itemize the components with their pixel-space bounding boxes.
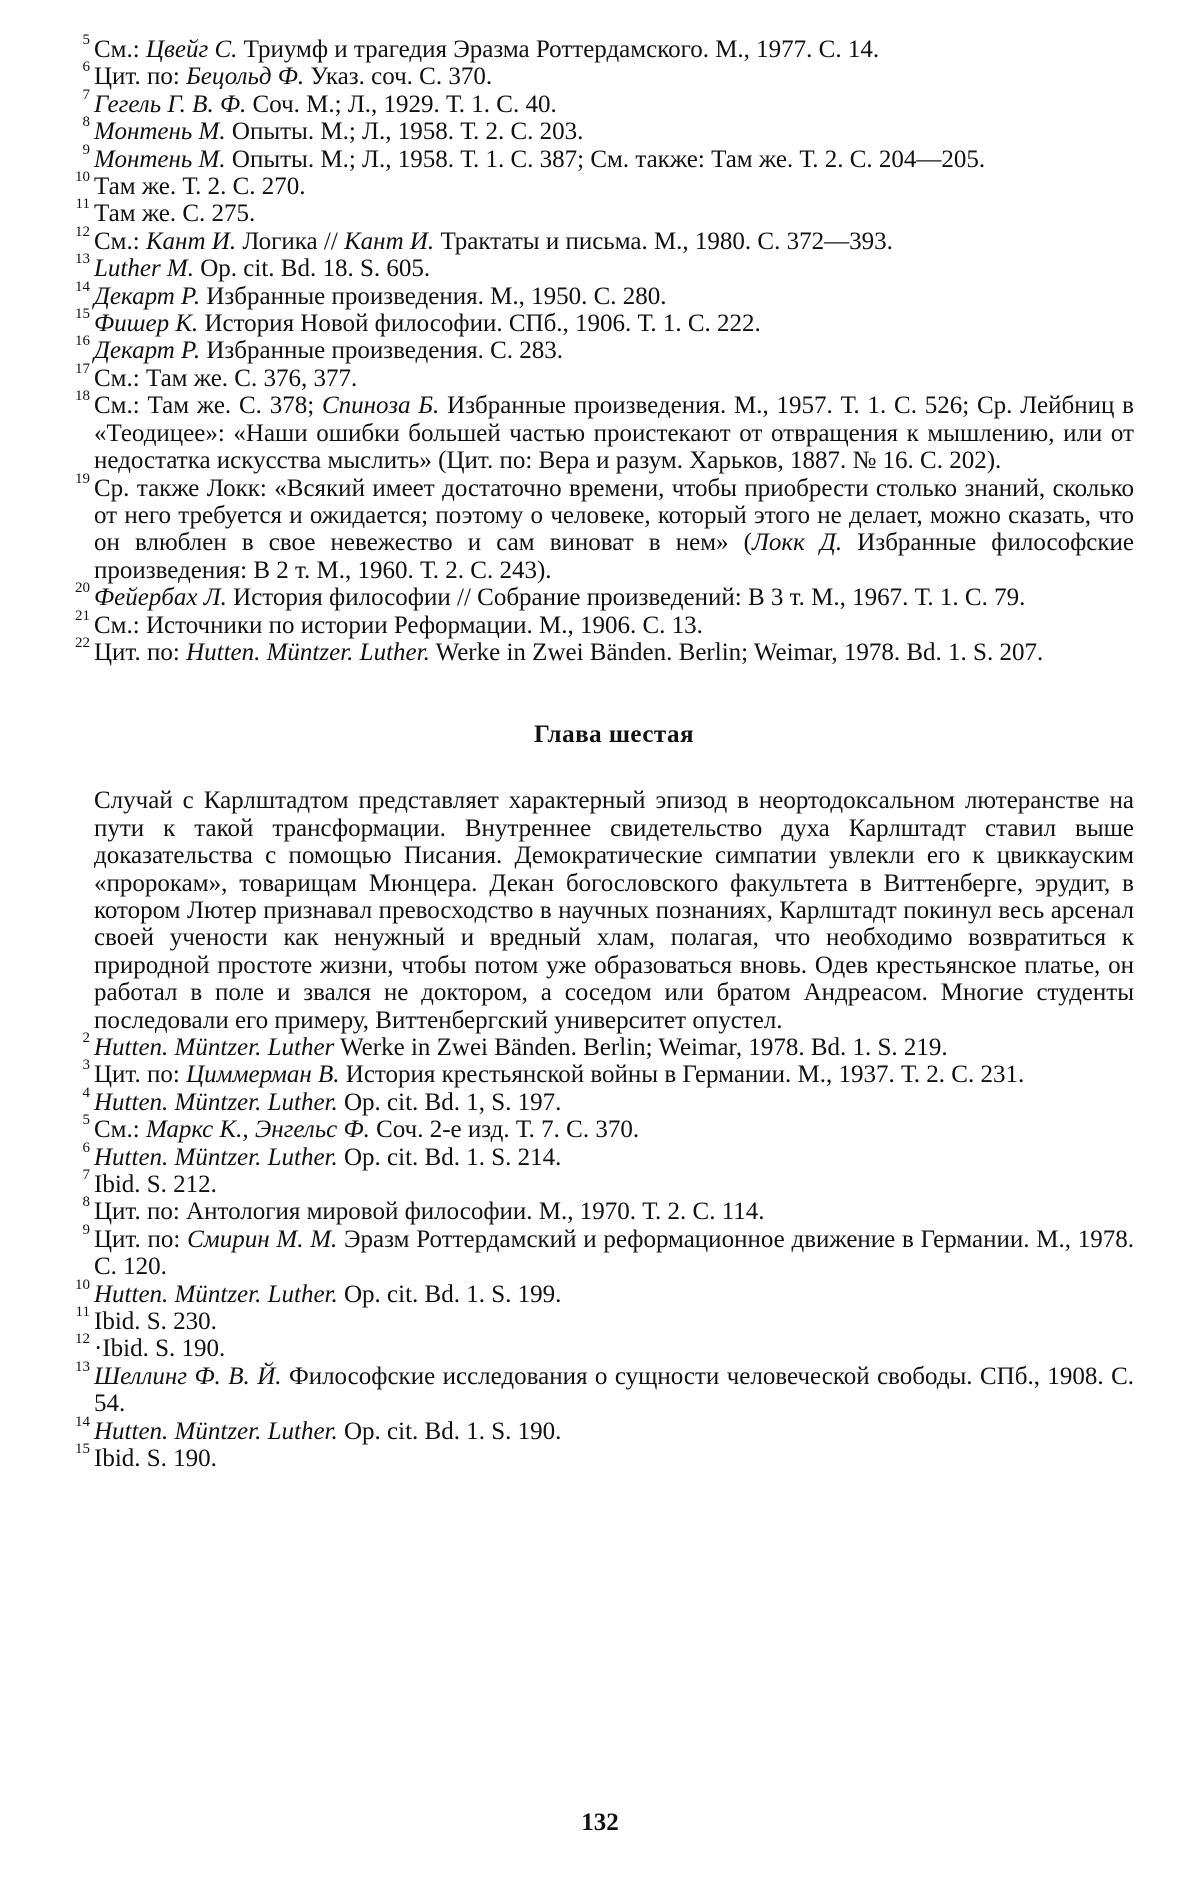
body-paragraph: Случай с Карлштадтом представляет характерный эпизод в неортодоксальном лютеранстве на пути к такой трансформации. Внутреннее свидетельство духа Карлштадт ставил выше доказательства с помощью Писания. Демократические симпатии увлекли его к цвиккауским «пророкам», товарищам Мюнцера. Декан богословского факультета в Виттенберге, эрудит, в котором Лютер признавал превосходство в научных познаниях, Карлштадт покинул весь арсенал своей учености как ненужный и вредный хлам, полагая, что необходимо возвратиться к природной простоте жизни, чтобы потом уже образоваться вновь. Одев крестьянское платье, он работал в поле и звался не доктором, а соседом или братом Андреасом. Многие студенты последовали его примеру, Виттенбергский университет опустел. — [94, 787, 1134, 1034]
footnote — [75, 1358, 1134, 1418]
footnote-number: 11 — [75, 196, 90, 213]
footnote-text: Op. cit. Bd. 18. S. 605. — [194, 255, 431, 283]
footnote-author: Hutten. Müntzer. Luther. — [94, 1417, 338, 1445]
footnote-author: Hutten. Müntzer. Luther. — [94, 1143, 338, 1171]
footnote-number: 12 — [75, 1331, 90, 1348]
footnote-text: Цит. по: — [94, 1225, 188, 1253]
footnote-author: Гегель Г. В. Ф. — [94, 90, 247, 118]
footnote-number: 4 — [82, 1084, 90, 1101]
footnote-number: 7 — [82, 1167, 90, 1184]
footnote — [82, 1084, 1134, 1116]
footnote-number: 2 — [82, 1030, 90, 1046]
footnote — [82, 1057, 1134, 1089]
footnote-author: Бецольд Ф. — [186, 63, 305, 91]
footnote-text: Трактаты и письма. М., 1980. С. 372—393. — [434, 227, 893, 255]
footnote — [82, 1221, 1134, 1281]
chapter-title: Глава шестая — [533, 721, 695, 749]
footnote-text: Опыты. М.; Л., 1958. Т. 2. С. 203. — [225, 118, 584, 146]
footnote-number: 14 — [75, 1413, 90, 1430]
footnote-author: Фейербах Л. — [94, 584, 227, 612]
footnote-text: Werke in Zwei Bänden. Berlin; Weimar, 1978. Bd. 1. S. 207. — [429, 638, 1044, 666]
footnote-text: Цит. по: — [94, 1061, 187, 1089]
footnote — [82, 32, 1134, 63]
footnote-text: См.: — [94, 1116, 146, 1144]
footnote-number: 8 — [82, 1194, 90, 1211]
footnote-author: Локк Д. — [752, 529, 843, 557]
footnote — [75, 607, 1134, 639]
footnote-number: 3 — [82, 1057, 90, 1074]
footnote-author: Монтень М. — [94, 145, 226, 173]
footnote-number: 16 — [75, 333, 90, 350]
footnote-text: Триумф и трагедия Эразма Роттердамского. М., 1977. С. 14. — [237, 36, 880, 63]
footnote-text: ·Ibid. S. 190. — [94, 1335, 226, 1363]
footnote-author: Монтень М. — [94, 118, 226, 146]
footnote — [82, 1112, 1134, 1144]
footnote-number: 9 — [82, 141, 90, 158]
footnote-number: 7 — [82, 86, 90, 103]
footnote — [75, 1413, 1134, 1445]
footnote — [82, 59, 1134, 91]
footnotes-top — [75, 32, 1134, 666]
footnote-author: Маркс К., Энгельс Ф. — [145, 1116, 370, 1144]
footnote-number: 18 — [75, 388, 90, 405]
footnote-author: Спиноза Б. — [321, 392, 440, 420]
document-page — [75, 32, 1134, 1473]
footnote-number: 20 — [75, 580, 90, 597]
footnote-text: Указ. соч. С. 370. — [304, 63, 493, 91]
footnote — [82, 141, 1134, 173]
footnote-number: 22 — [75, 634, 90, 651]
footnote-text: Соч. 2-е изд. Т. 7. С. 370. — [369, 1116, 640, 1144]
footnote — [82, 114, 1134, 146]
footnote-text: Логика // — [236, 227, 345, 255]
footnote — [75, 169, 1134, 201]
footnote-number: 5 — [82, 32, 90, 48]
footnote-number: 10 — [75, 1276, 90, 1293]
footnote-text: Werke in Zwei Bänden. Berlin; Weimar, 1978. Bd. 1. S. 219. — [334, 1034, 948, 1061]
footnote-number: 13 — [75, 251, 90, 268]
footnote-author: Hutten. Müntzer. Luther. — [186, 638, 430, 666]
footnote — [75, 306, 1134, 338]
footnotes-bottom — [75, 1030, 1134, 1473]
footnote — [75, 1441, 1134, 1473]
footnote — [75, 278, 1134, 310]
footnote-text: Op. cit. Bd. 1. S. 190. — [337, 1417, 562, 1445]
footnote — [75, 634, 1134, 666]
footnote-text: Опыты. М.; Л., 1958. Т. 1. С. 387; См. также: Там же. Т. 2. С. 204—205. — [225, 145, 986, 173]
footnote-number: 6 — [82, 59, 90, 76]
footnote-text: Философские исследования о сущности человеческой свободы. СПб., 1908. С. 54. — [94, 1362, 1134, 1418]
footnote-author: Циммерман В. — [186, 1061, 340, 1089]
footnote-author: Luther M. — [94, 255, 194, 283]
footnote-author: Кант И. — [145, 227, 237, 255]
footnote — [75, 251, 1134, 283]
footnote — [82, 1030, 1134, 1061]
footnote-text: Избранные произведения. М., 1957. Т. 1. С. 526; Ср. Лейбниц в «Теодицее»: «Наши ошибки большей частью проистекают от отвращения к мышлению, или от недостатка искусства мыслить» (Цит. по: Вера и разум. Харьков, 1887. № 16. С. 202). — [94, 392, 1134, 475]
footnote-author: Декарт Р. — [94, 282, 201, 310]
footnote-text: Op. cit. Bd. 1. S. 199. — [337, 1280, 562, 1308]
footnote-text: Эразм Роттердамский и реформационное движение в Германии. М., 1978. С. 120. — [94, 1225, 1134, 1281]
footnote — [75, 388, 1134, 475]
footnote-text: См.: — [94, 227, 146, 255]
footnote — [82, 1167, 1134, 1199]
footnote-text: См.: Источники по истории Реформации. М., 1906. С. 13. — [94, 611, 703, 639]
footnote-author: Фишер К. — [94, 310, 199, 338]
footnote-author: Цвейг С. — [145, 36, 238, 63]
footnote-text: Цит. по: Антология мировой философии. М., 1970. Т. 2. С. 114. — [94, 1198, 765, 1226]
footnote-text: Избранные произведения. С. 283. — [200, 337, 564, 365]
footnote-text: Соч. М.; Л., 1929. Т. 1. С. 40. — [246, 90, 557, 118]
footnote-text: См.: Там же. С. 378; — [94, 392, 322, 420]
page-number: 132 — [581, 1809, 619, 1836]
footnote-author: Hutten. Müntzer. Luther. — [94, 1088, 338, 1116]
footnote-text: См.: Там же. С. 376, 377. — [94, 364, 358, 392]
footnote-number: 15 — [75, 306, 90, 323]
footnote-text: История крестьянской войны в Германии. М., 1937. Т. 2. С. 231. — [339, 1061, 1025, 1089]
footnote — [75, 580, 1134, 612]
footnote-number: 13 — [75, 1358, 90, 1375]
footnote-text: Op. cit. Bd. 1, S. 197. — [337, 1088, 562, 1116]
footnote-number: 11 — [75, 1304, 90, 1321]
footnote-author: Шеллинг Ф. В. Й. — [94, 1362, 282, 1390]
footnote-number: 12 — [75, 223, 90, 240]
footnote-text: История Новой философии. СПб., 1906. Т. 1. С. 222. — [198, 310, 761, 338]
footnote — [75, 333, 1134, 365]
footnote-text: Цит. по: — [94, 63, 187, 91]
footnote-text: См.: — [94, 36, 146, 63]
footnote — [75, 470, 1134, 585]
footnote-number: 8 — [82, 114, 90, 131]
footnote-author: Hutten. Müntzer. Luther. — [94, 1280, 338, 1308]
footnote-number: 5 — [82, 1112, 90, 1129]
footnote-number: 21 — [75, 607, 90, 624]
footnote — [75, 223, 1134, 255]
footnote — [82, 86, 1134, 118]
footnote-number: 15 — [75, 1441, 90, 1458]
footnote-number: 19 — [75, 470, 90, 487]
footnote-text: Цит. по: — [94, 638, 187, 666]
footnote — [75, 196, 1134, 228]
footnote — [82, 1194, 1134, 1226]
footnote-text: Ibid. S. 212. — [94, 1171, 217, 1199]
footnote-text: Ср. также Локк: «Всякий имеет достаточно времени, чтобы приобрести столько знаний, сколько от него требуется и ожидается; поэтому о человеке, который этого не делает, можно сказать, что он влюблен в свое невежество и сам виноват в нем» ( — [94, 474, 1134, 557]
footnote — [82, 1139, 1134, 1171]
footnote-text: Избранные философские произведения: В 2 т. М., 1960. Т. 2. С. 243). — [94, 529, 1134, 584]
footnote-text: Ibid. S. 190. — [94, 1445, 217, 1473]
footnote-text: Op. cit. Bd. 1. S. 214. — [337, 1143, 562, 1171]
footnote — [75, 1304, 1134, 1336]
footnote-author: Hutten. Müntzer. Luther — [94, 1034, 335, 1061]
footnote-number: 14 — [75, 278, 90, 295]
footnote-text: Там же. С. 275. — [94, 200, 256, 228]
footnote-text: История философии // Собрание произведений: В 3 т. М., 1967. Т. 1. С. 79. — [226, 584, 1026, 612]
footnote-number: 9 — [82, 1221, 90, 1238]
footnote-author: Смирин М. М. — [187, 1225, 338, 1253]
footnote-number: 10 — [75, 169, 90, 186]
footnote — [75, 1276, 1134, 1308]
footnote-author: Декарт Р. — [94, 337, 201, 365]
footnote — [75, 360, 1134, 392]
footnote-number: 17 — [75, 360, 90, 377]
footnote-text: Избранные произведения. М., 1950. С. 280. — [200, 282, 667, 310]
footnote-author: Кант И. — [344, 227, 435, 255]
footnote-text: Там же. Т. 2. С. 270. — [94, 173, 306, 201]
footnote-text: Ibid. S. 230. — [94, 1308, 217, 1336]
footnote-number: 6 — [82, 1139, 90, 1156]
footnote — [75, 1331, 1134, 1363]
